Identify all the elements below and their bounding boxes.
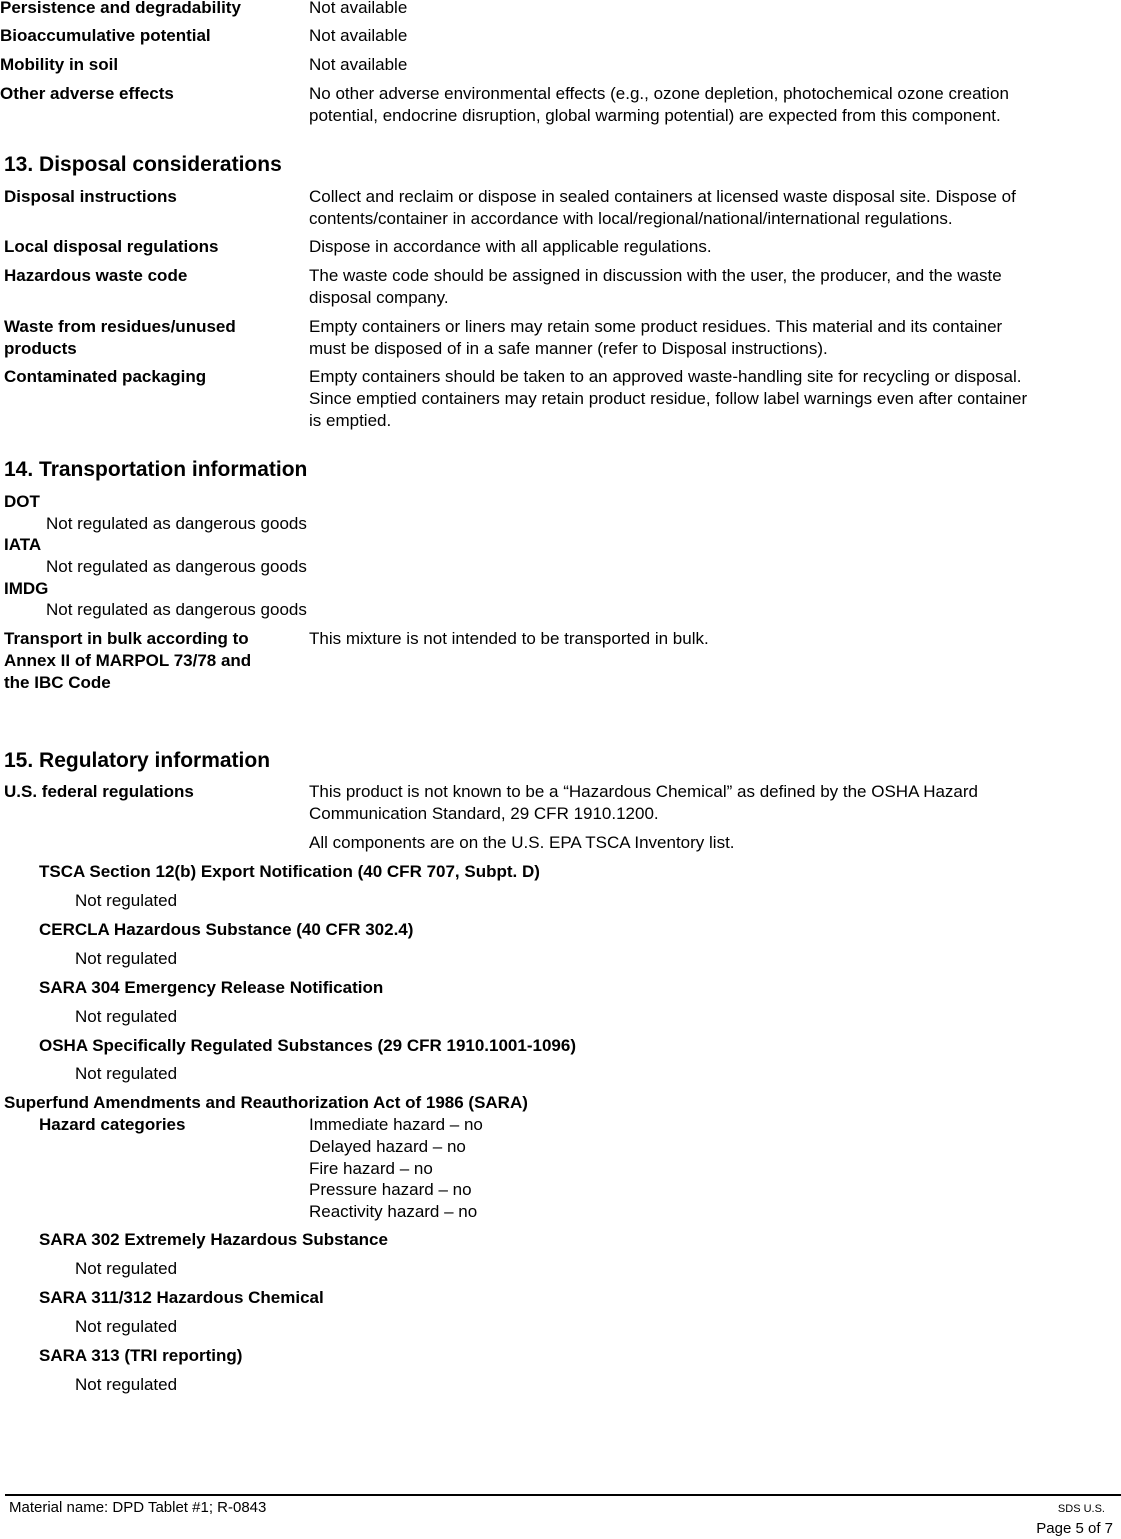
sara302-value: Not regulated: [75, 1259, 178, 1278]
sara311-value: Not regulated: [75, 1317, 178, 1336]
iata-value: Not regulated as dangerous goods: [46, 557, 307, 576]
hazardous-waste-code-line2: disposal company.: [309, 288, 449, 307]
federal-regulations-line1: This product is not known to be a “Hazardous Chemical” as defined by the OSHA Hazard: [309, 782, 979, 801]
hazard-category-item: Immediate hazard – no: [309, 1115, 483, 1134]
residues-line1: Empty containers or liners may retain some product residues. This material and its container: [309, 317, 1003, 336]
section-15-heading: 15. Regulatory information: [4, 749, 271, 772]
contaminated-packaging-line3: is emptied.: [309, 411, 392, 430]
sara313-title: SARA 313 (TRI reporting): [39, 1346, 243, 1365]
superfund-title: Superfund Amendments and Reauthorization Act of 1986 (SARA): [4, 1093, 528, 1112]
federal-regulations-label: U.S. federal regulations: [4, 782, 194, 801]
bulk-value: This mixture is not intended to be transported in bulk.: [309, 629, 709, 648]
mobility-label: Mobility in soil: [0, 55, 119, 74]
tsca-value: Not regulated: [75, 891, 178, 910]
disposal-instructions-line1: Collect and reclaim or dispose in sealed containers at licensed waste disposal site. Dispose of: [309, 187, 1016, 206]
imdg-value: Not regulated as dangerous goods: [46, 600, 307, 619]
hazardous-waste-code-label: Hazardous waste code: [4, 266, 188, 285]
disposal-instructions-line2: contents/container in accordance with local/regional/national/international regulations.: [309, 209, 953, 228]
contaminated-packaging-line2: Since emptied containers may retain product residue, follow label warnings even after container: [309, 389, 1028, 408]
persistence-label: Persistence and degradability: [0, 0, 241, 17]
bulk-label-line2: Annex II of MARPOL 73/78 and: [4, 651, 252, 670]
bulk-label-line1: Transport in bulk according to: [4, 629, 249, 648]
footer-sds-label: SDS U.S.: [1057, 1503, 1105, 1515]
section-13-heading: 13. Disposal considerations: [4, 153, 282, 176]
sara302-title: SARA 302 Extremely Hazardous Substance: [39, 1230, 388, 1249]
bioaccumulative-label: Bioaccumulative potential: [0, 26, 211, 45]
dot-label: DOT: [4, 492, 40, 511]
hazard-category-item: Reactivity hazard – no: [309, 1202, 478, 1221]
bioaccumulative-value: Not available: [309, 26, 408, 45]
dot-value: Not regulated as dangerous goods: [46, 514, 307, 533]
cercla-value: Not regulated: [75, 949, 178, 968]
hazard-category-item: Delayed hazard – no: [309, 1137, 466, 1156]
hazard-categories-label: Hazard categories: [39, 1115, 186, 1134]
hazardous-waste-code-line1: The waste code should be assigned in discussion with the user, the producer, and the waste: [309, 266, 1002, 285]
footer-page-number: Page 5 of 7: [1036, 1520, 1113, 1537]
osha-title: OSHA Specifically Regulated Substances (29 CFR 1910.1001-1096): [39, 1036, 576, 1055]
residues-label-line2: products: [4, 339, 77, 358]
federal-regulations-line3: All components are on the U.S. EPA TSCA Inventory list.: [309, 833, 735, 852]
section-14-heading: 14. Transportation information: [4, 458, 308, 481]
federal-regulations-line2: Communication Standard, 29 CFR 1910.1200.: [309, 804, 659, 823]
residues-label-line1: Waste from residues/unused: [4, 317, 236, 336]
footer-divider: [5, 1494, 1121, 1496]
disposal-instructions-label: Disposal instructions: [4, 187, 177, 206]
sara311-title: SARA 311/312 Hazardous Chemical: [39, 1288, 324, 1307]
other-effects-line2: potential, endocrine disruption, global warming potential) are expected from this component.: [309, 106, 1001, 125]
other-effects-label: Other adverse effects: [0, 84, 174, 103]
sara304-value: Not regulated: [75, 1007, 178, 1026]
imdg-label: IMDG: [4, 579, 49, 598]
tsca-title: TSCA Section 12(b) Export Notification (40 CFR 707, Subpt. D): [39, 862, 540, 881]
hazard-category-item: Pressure hazard – no: [309, 1180, 472, 1199]
sara304-title: SARA 304 Emergency Release Notification: [39, 978, 384, 997]
contaminated-packaging-line1: Empty containers should be taken to an approved waste-handling site for recycling or disposal.: [309, 367, 1022, 386]
persistence-value: Not available: [309, 0, 408, 17]
sara313-value: Not regulated: [75, 1375, 178, 1394]
other-effects-line1: No other adverse environmental effects (e.g., ozone depletion, photochemical ozone creation: [309, 84, 1009, 103]
hazard-category-item: Fire hazard – no: [309, 1159, 433, 1178]
bulk-label-line3: the IBC Code: [4, 673, 111, 692]
local-disposal-value: Dispose in accordance with all applicable regulations.: [309, 237, 712, 256]
contaminated-packaging-label: Contaminated packaging: [4, 367, 207, 386]
cercla-title: CERCLA Hazardous Substance (40 CFR 302.4): [39, 920, 414, 939]
local-disposal-label: Local disposal regulations: [4, 237, 219, 256]
iata-label: IATA: [4, 535, 42, 554]
mobility-value: Not available: [309, 55, 408, 74]
residues-line2: must be disposed of in a safe manner (refer to Disposal instructions).: [309, 339, 828, 358]
footer-material-name: Material name: DPD Tablet #1; R-0843: [9, 1499, 267, 1516]
osha-value: Not regulated: [75, 1064, 178, 1083]
